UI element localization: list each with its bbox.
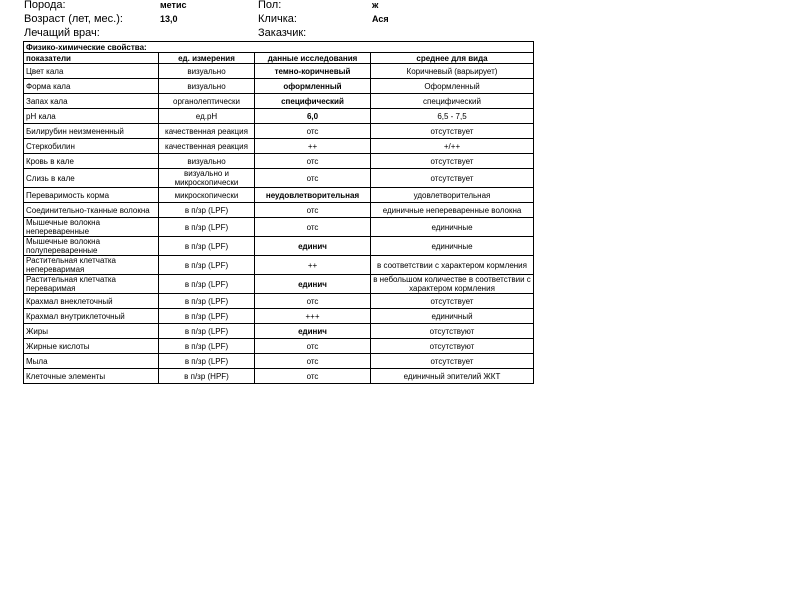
norm-cell: 6,5 - 7,5: [371, 109, 534, 124]
unit-cell: визуально: [159, 154, 255, 169]
result-cell: единич: [255, 324, 371, 339]
norm-cell: единичные: [371, 237, 534, 256]
results-table: [23, 41, 534, 384]
column-header-result: данные исследования: [255, 53, 371, 64]
norm-cell: единичные: [371, 218, 534, 237]
result-cell: отс: [255, 294, 371, 309]
unit-cell: визуально: [159, 64, 255, 79]
result-cell: отс: [255, 169, 371, 188]
name-label: Кличка:: [258, 13, 297, 25]
norm-cell: единичный: [371, 309, 534, 324]
norm-cell: единичный эпителий ЖКТ: [371, 369, 534, 384]
result-cell: темно-коричневый: [255, 64, 371, 79]
unit-cell: в п/зр (LPF): [159, 237, 255, 256]
result-cell: отс: [255, 354, 371, 369]
norm-cell: отсутствуют: [371, 324, 534, 339]
norm-cell: удовлетворительная: [371, 188, 534, 203]
result-cell: 6,0: [255, 109, 371, 124]
norm-cell: единичные непереваренные волокна: [371, 203, 534, 218]
unit-cell: в п/зр (LPF): [159, 275, 255, 294]
unit-cell: в п/зр (LPF): [159, 294, 255, 309]
name-value: Ася: [372, 14, 389, 24]
unit-cell: ед.pH: [159, 109, 255, 124]
norm-cell: в соответствии с характером кормления: [371, 256, 534, 275]
indicator-cell: Билирубин неизмененный: [24, 124, 159, 139]
unit-cell: микроскопически: [159, 188, 255, 203]
unit-cell: в п/зр (LPF): [159, 309, 255, 324]
result-cell: неудовлетворительная: [255, 188, 371, 203]
indicator-cell: Крахмал внутриклеточный: [24, 309, 159, 324]
result-cell: +++: [255, 309, 371, 324]
sex-value: ж: [372, 0, 379, 10]
norm-cell: Оформленный: [371, 79, 534, 94]
column-header-unit: ед. измерения: [159, 53, 255, 64]
unit-cell: качественная реакция: [159, 124, 255, 139]
norm-cell: Коричневый (варьирует): [371, 64, 534, 79]
unit-cell: в п/зр (LPF): [159, 339, 255, 354]
age-label: Возраст (лет, мес.):: [24, 13, 123, 25]
table-row: [24, 64, 534, 79]
indicator-cell: Переваримость корма: [24, 188, 159, 203]
unit-cell: визуально и микроскопически: [159, 169, 255, 188]
table-row: [24, 294, 534, 309]
indicator-cell: pH кала: [24, 109, 159, 124]
result-cell: единич: [255, 237, 371, 256]
table-row: [24, 354, 534, 369]
indicator-cell: Клеточные элементы: [24, 369, 159, 384]
table-row: [24, 124, 534, 139]
indicator-cell: Соединительно-тканные волокна: [24, 203, 159, 218]
table-row: [24, 309, 534, 324]
norm-cell: отсутствует: [371, 294, 534, 309]
indicator-cell: Растительная клетчатка переваримая: [24, 275, 159, 294]
sex-label: Пол:: [258, 0, 282, 11]
table-row: [24, 94, 534, 109]
table-row: [24, 275, 534, 294]
doctor-label: Лечащий врач:: [24, 27, 100, 39]
section-title-row: [24, 42, 534, 53]
table-row: [24, 256, 534, 275]
breed-label: Порода:: [24, 0, 66, 11]
indicator-cell: Слизь в кале: [24, 169, 159, 188]
table-row: [24, 369, 534, 384]
unit-cell: в п/зр (LPF): [159, 324, 255, 339]
result-cell: оформленный: [255, 79, 371, 94]
customer-label: Заказчик:: [258, 27, 307, 39]
norm-cell: отсутствует: [371, 169, 534, 188]
table-row: [24, 324, 534, 339]
result-cell: отс: [255, 218, 371, 237]
result-cell: ++: [255, 256, 371, 275]
breed-value: метис: [160, 0, 187, 10]
age-value: 13,0: [160, 14, 178, 24]
norm-cell: специфический: [371, 94, 534, 109]
result-cell: единич: [255, 275, 371, 294]
norm-cell: +/++: [371, 139, 534, 154]
norm-cell: в небольшом количестве в соответствии с характером кормления: [371, 275, 534, 294]
indicator-cell: Мыла: [24, 354, 159, 369]
result-cell: отс: [255, 339, 371, 354]
table-row: [24, 79, 534, 94]
section-title: Физико-химические свойства:: [24, 42, 534, 53]
table-row: [24, 339, 534, 354]
unit-cell: в п/зр (LPF): [159, 218, 255, 237]
indicator-cell: Стеркобилин: [24, 139, 159, 154]
indicator-cell: Растительная клетчатка непереваримая: [24, 256, 159, 275]
unit-cell: органолептически: [159, 94, 255, 109]
unit-cell: в п/зр (HPF): [159, 369, 255, 384]
norm-cell: отсутствует: [371, 124, 534, 139]
norm-cell: отсутствует: [371, 354, 534, 369]
indicator-cell: Форма кала: [24, 79, 159, 94]
result-cell: отс: [255, 154, 371, 169]
result-cell: специфический: [255, 94, 371, 109]
unit-cell: визуально: [159, 79, 255, 94]
column-header-norm: среднее для вида: [371, 53, 534, 64]
table-row: [24, 188, 534, 203]
unit-cell: качественная реакция: [159, 139, 255, 154]
result-cell: отс: [255, 203, 371, 218]
result-cell: отс: [255, 124, 371, 139]
indicator-cell: Цвет кала: [24, 64, 159, 79]
column-header-indicator: показатели: [24, 53, 159, 64]
table-row: [24, 203, 534, 218]
indicator-cell: Жиры: [24, 324, 159, 339]
result-cell: отс: [255, 369, 371, 384]
table-row: [24, 237, 534, 256]
indicator-cell: Крахмал внеклеточный: [24, 294, 159, 309]
unit-cell: в п/зр (LPF): [159, 354, 255, 369]
table-row: [24, 109, 534, 124]
table-row: [24, 139, 534, 154]
table-row: [24, 218, 534, 237]
indicator-cell: Жирные кислоты: [24, 339, 159, 354]
table-row: [24, 154, 534, 169]
table-row: [24, 169, 534, 188]
norm-cell: отсутствуют: [371, 339, 534, 354]
norm-cell: отсутствует: [371, 154, 534, 169]
unit-cell: в п/зр (LPF): [159, 256, 255, 275]
indicator-cell: Мышечные волокна непереваренные: [24, 218, 159, 237]
indicator-cell: Запах кала: [24, 94, 159, 109]
result-cell: ++: [255, 139, 371, 154]
indicator-cell: Мышечные волокна полупереваренные: [24, 237, 159, 256]
column-header-row: [24, 53, 534, 64]
unit-cell: в п/зр (LPF): [159, 203, 255, 218]
indicator-cell: Кровь в кале: [24, 154, 159, 169]
